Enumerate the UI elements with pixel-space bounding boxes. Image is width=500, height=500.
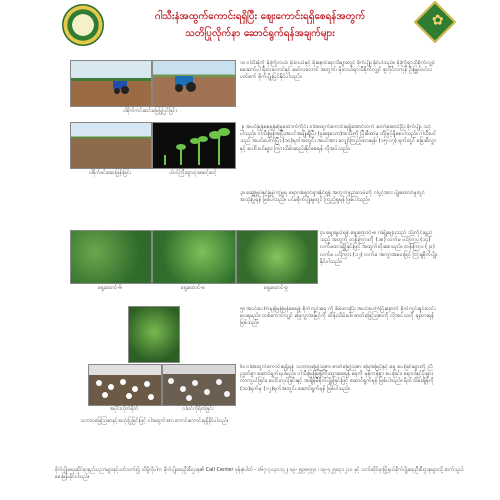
harvest-field-photo-1 — [88, 364, 162, 406]
section-6-text: ၆။ ဝါးအထွက်ကောင်းရရှိရန် သဘာဝမြေဩဇာ၊ ဓာတ်မြေဩဇာ မြေအမြင့်နှင့် ရေ ပေးခြင်းများကို ညီညွှတ်စွာ ဆောင်ရွက်ရပါမည်။ ဂါသီးမြန်မြန်ကြီးထွားစေရန် ရေကို မှန်ကန်စွာ ပေးခြင်း၊ ရောဂါနှင့်ပိုးမွှားကာကွယ်ခြင်း၊ ပေါင်းလုပ်ခြင်းနှင့် အချိန်မီစိုက်ပျိုးခြင်းဖြင့် ဆောင်ရွက်ရန် ဖြစ်ပါသည်။ ရိတ်သိမ်းချိန်ကို (၁၀)ရက်မှ (၁၂)ရက်အတွင်း ဆောင်ရွက်ရန် ဖြစ်ပါသည်။ — [240, 364, 434, 392]
cotton-variety-photo-2 — [152, 230, 236, 284]
section-4-text: ၄။ ရွေးချယ်ရန် ရွေးထောင်-၈ ဂါမျိုးများသည် သီးကိုင်းရှည် သည့် အတွက် တန်းကြားကို (၁၈) လက်မ ပင်ကြား (၁၄) လက်မထားရှိခြင်းဖြင့် အထွက်တိုးစေသည်။ တန်းကြား (၂၀) လက်မ ပင်ကြား (၁၂) လက်မ အကွာအဝေးဖြင့် ကြဲချစိုက်ပျိုးနိုင်ပါသည်။ — [320, 230, 438, 265]
header — [0, 0, 500, 50]
harvest-1-caption: အပိုင်းလိုက်ရိတ် — [109, 406, 139, 412]
germination-caption: ဝါပင်ကြီးထွားပုံအဆင့်ဆင့် — [169, 170, 217, 176]
field-prep-caption: ဝါစိုက်ကင်းဆင်းမြေပြုပြင်ခြင်း — [123, 108, 177, 114]
cotton-logo-icon: ✿ — [414, 1, 456, 43]
cotton-variety-photo-3 — [236, 230, 318, 284]
variety-3-caption: ရွေးထောင်-၉ — [264, 285, 288, 291]
seedling-field-photo — [70, 122, 152, 169]
tractor-plowing-photo — [152, 60, 236, 107]
harvest-field-photo-2 — [162, 364, 236, 406]
section-1-text: ၁။ ဝါသီးနံကို မိုးကြိုလယ်၊ မိုးလယ်နှင့် မိုးနောင်းရာသီများတွင် စိုက်ပျိုး နိုင်ပါသည်။ မိုးကြိုရာသီစိုက်လျှင် မေဆက်ပါ ရီးလလောင်နှင့် မော်လလောင် အတွက်၊ မိုးလယ်ရာသီစိုက်လျှင် ဇူလိုင်လကုန် ဦးမြှုပ်ဝင်လပတ်စက် စိုက်ပျိုးပြင်နိုင်ပါသည်။ — [240, 60, 436, 81]
ministry-logo-icon — [62, 4, 104, 46]
germination-stages-photo — [152, 122, 236, 169]
page-title-line2: သတိပြုလိုက်နာ ဆောင်ရွက်ရန်အချက်များ — [185, 28, 335, 39]
tractor-field-photo — [70, 60, 152, 107]
harvest-note: သဘာဝမြေဩဇာနှင့်အသုံးပြုခြင်းဖြင့် ဝါအထွက်အား ကောင်းကောင်းရရှိနိုင်ပါသည်။ — [80, 418, 229, 424]
section-3-text: ၃။ ဆွေမြှုပ်နှင့်မြှုပ်ကွဲမှုရ ရောဂါရှောင်ရှားနိုင်ရန် အတွက်နည်းလမ်းကို ဂါပွင့်အား ပျိုးထောင်မှုတွင် အသုံးပြုရန် ဖြစ်ပါသည်။ ပင်မစိုက်ပျိုးမှုတွင် ကြည့်ရှုရန် ဖြစ်ပါသည်။ — [240, 190, 425, 204]
harvest-2-caption: ဝါးပင်ကိုရိတ်ခြင်း — [182, 406, 214, 412]
footer-contact: စိုက်ပျိုးရေးဆိုင်ရာနည်းပညာများနှင့်ပတ်သက်၍ သိရှိလိုပါက စိုက်ပျိုးရေးဦးစီးဌာန၏ Call Center ဖုန်းနံပါတ် - ၀၆၇-၃၁၃၀၁၃၂၊ ၀၉-၂၅၉၈၅၅၀ ၊ ၀၉-၄၂၅၈၃၁၂၁၀ နှင့် သက်ဆိုင်ရာမြို့နယ်စိုက်ပျိုးရေးဦးစီးဌာနများသို့ ဆက်သွယ်မေးမြန်းနိုင်ပါသည်။ — [55, 467, 464, 480]
cotton-variety-photo-1 — [70, 230, 152, 284]
page-title-line1: ဂါသီးနံအထွက်ကောင်းရရှိပြီး ဈေးကောင်းရရှိစေရန်အတွက် — [154, 11, 366, 22]
seedling-caption: ဝါစိုက်ခင်းဆေးဖြန်းခြင်း — [88, 170, 132, 176]
variety-2-caption: ရွေးထောင်-၈ — [181, 285, 205, 291]
section-5-text: ၅။ အပင်ပေါက်ရန်မြန်မြန်စေရန် စိုက်ကွင်းရေ ကို စိမ်ထားပြီး အပင်ပေါက်ပြီးနောက် စိုက်ကွင်းရှင်းလင်းပေးရမည်။ တစ်ကောင်လျှင် မြေလွှာအမြင့်ကို ထိန်းသိမ်းပါ။ ဓာတ်မြေဩဇာကို လိုအပ်သလို ချထားရန် ဖြစ်သည်။ — [240, 306, 436, 327]
variety-1-caption: ရွေးထောင်-၆ — [98, 285, 122, 291]
cotton-seedling-photo — [128, 306, 180, 363]
section-2-text: ၂။ အပင်မြန်စေရန်မြေ့ထောက်ကိုင်း ဝါးအထွက်ကောင်းရရှိအောင်တက် တော်ဆောင်ပြီး စိုက်ပျိုး သင့်ပါသည်။ ဂါသီးမြုန်အပြီးအပင်အမျိုးရှိပြီး (ဖူးနေသော)အသီးကို ပြီးစီးထံမှ တိုမြင့်ရှိစေပါသည်။ ဂါသီးပင်သည် အပင်ပေါက်ပြီး (၁၀)ရက်အတွင်း အပင်အား လျှော်ကြည့်ထားရန်၊ (၁၅-၁၇) ရက်တွင် မြေဆီလွှာနှင့် ပေါင်းပင်များ ကြားသိမ်းဆည်းနိုင်စေရန် လိုအပ်သည်။ — [240, 124, 437, 152]
